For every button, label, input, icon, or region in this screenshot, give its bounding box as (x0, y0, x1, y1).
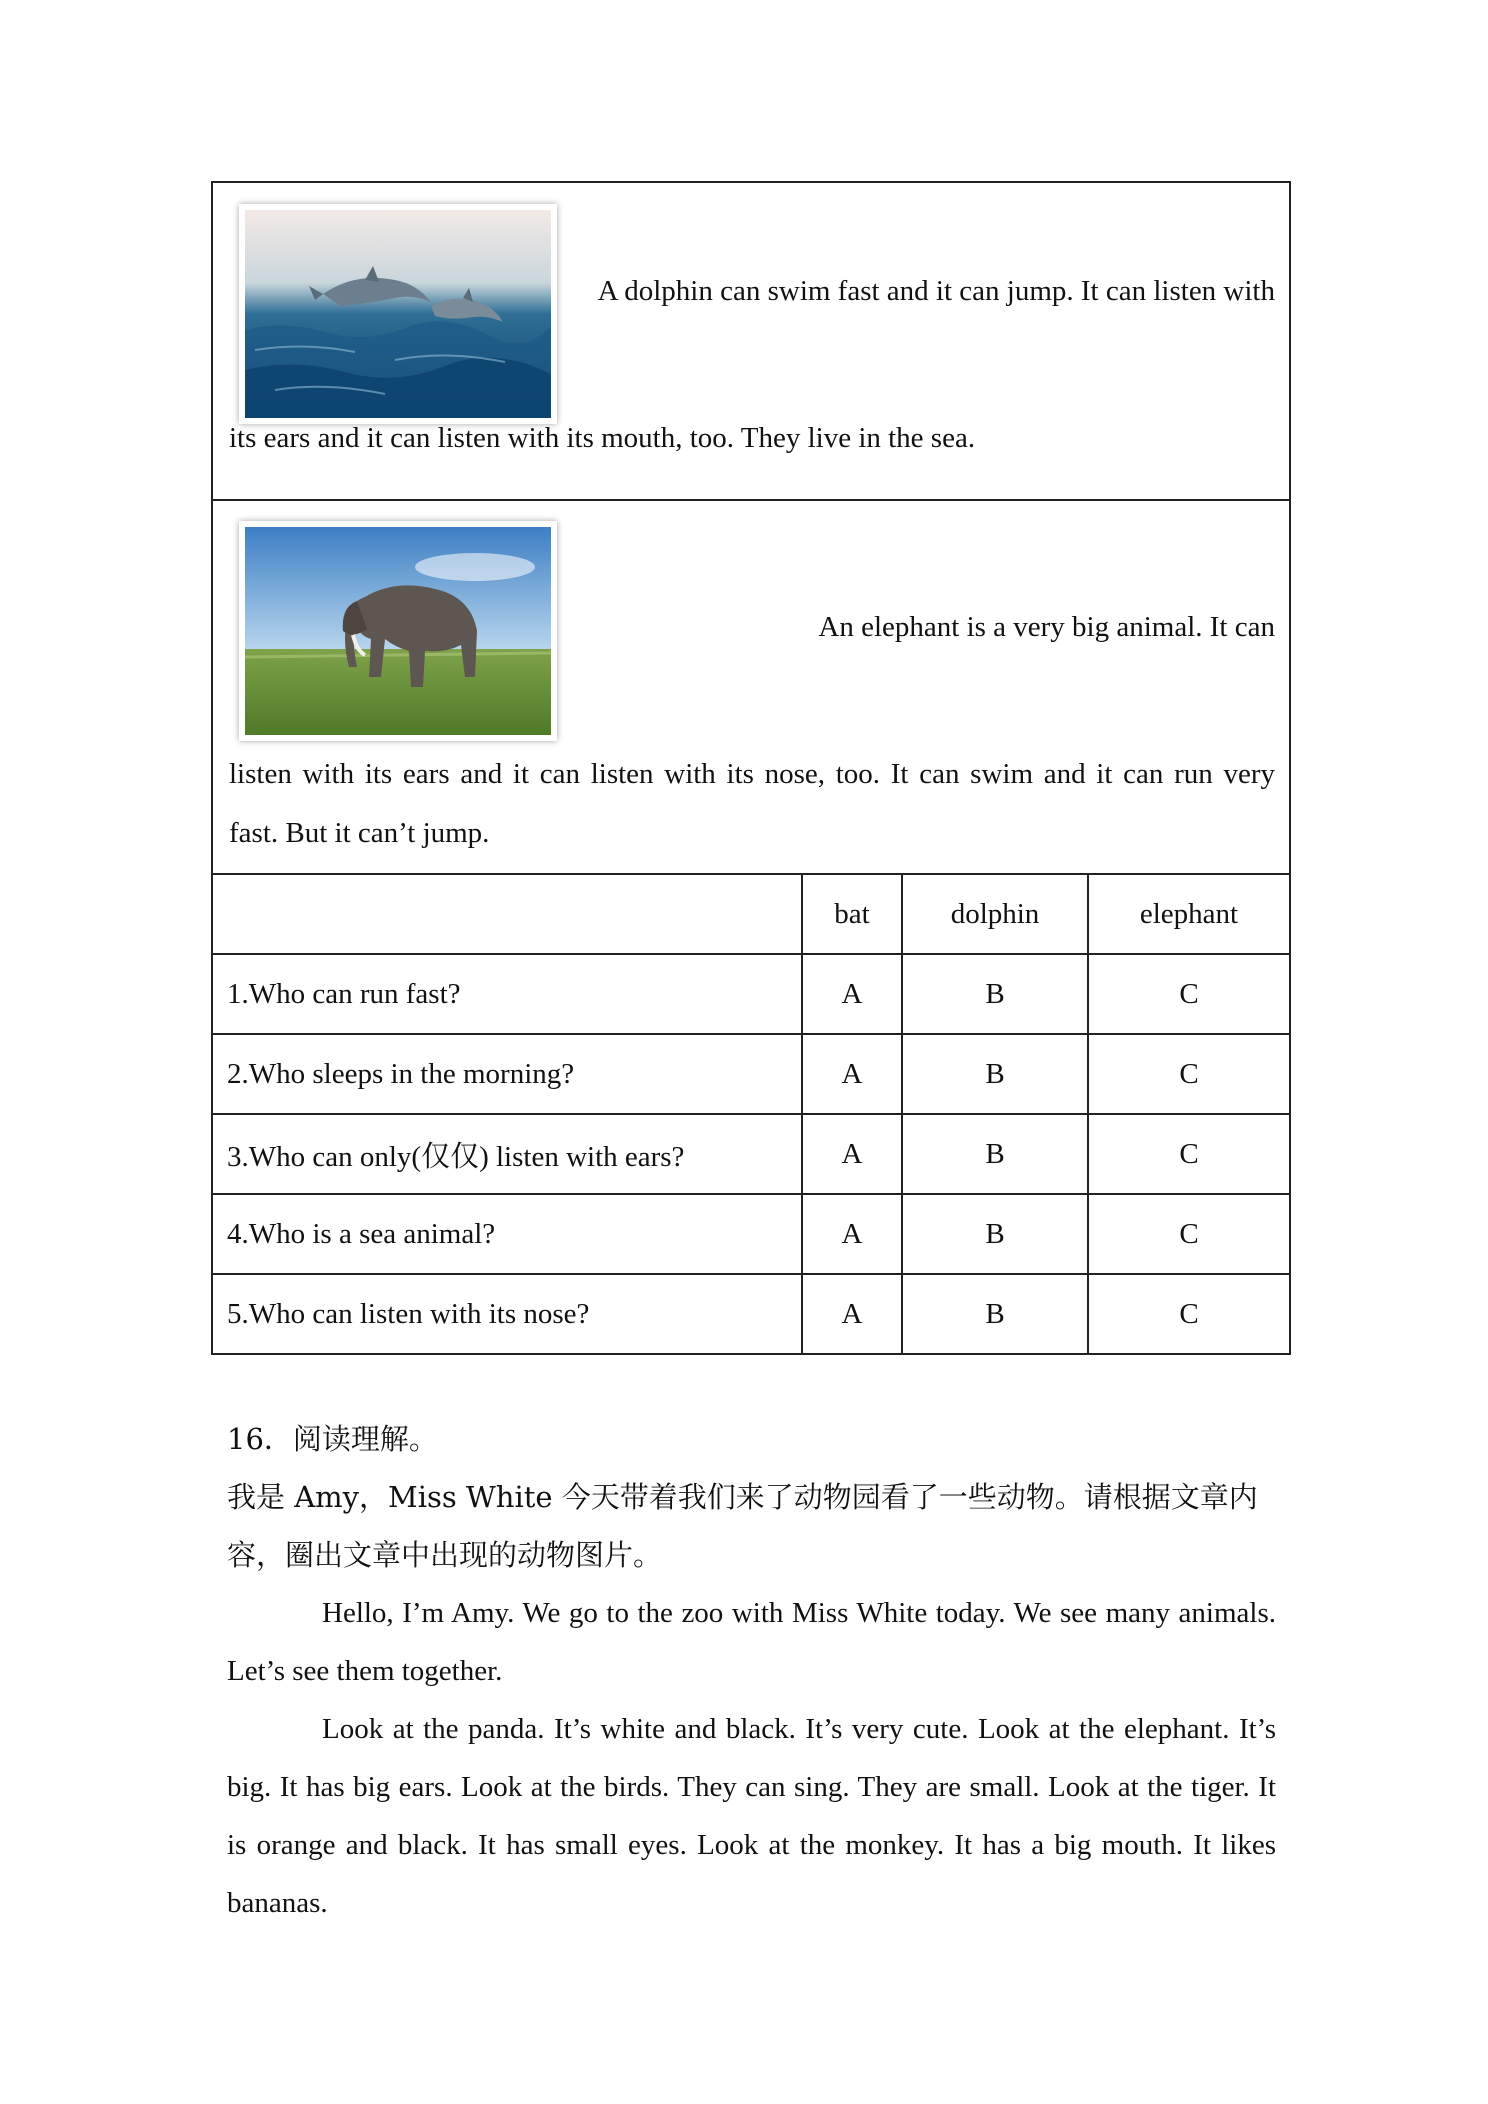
table-row (212, 1114, 1290, 1194)
option-b[interactable]: B (902, 1034, 1088, 1114)
option-a[interactable]: A (802, 954, 902, 1034)
table-row (212, 954, 1290, 1034)
option-c[interactable]: C (1088, 1274, 1290, 1354)
instruction-line2: 容，圈出文章中出现的动物图片。 (227, 1538, 663, 1572)
question-text: 5.Who can listen with its nose? (212, 1274, 802, 1354)
option-b[interactable]: B (902, 1274, 1088, 1354)
option-a[interactable]: A (802, 1274, 902, 1354)
elephant-photo-icon (239, 521, 557, 741)
option-c[interactable]: C (1088, 954, 1290, 1034)
option-c[interactable]: C (1088, 1114, 1290, 1194)
option-b[interactable]: B (902, 1194, 1088, 1274)
option-a[interactable]: A (802, 1034, 902, 1114)
elephant-description-row (212, 500, 1290, 874)
question-text: 3.Who can only(仅仅) listen with ears? (212, 1114, 802, 1194)
dolphin-text-line2: its ears and it can listen with its mouth, too. They live in the sea. (229, 422, 976, 454)
section-16 (227, 1410, 1276, 1932)
dolphin-text-line1: A dolphin can swim fast and it can jump. It can listen with (597, 275, 1275, 307)
option-c[interactable]: C (1088, 1194, 1290, 1274)
dolphin-description-row (212, 182, 1290, 500)
elephant-text-line3: fast. But it can’t jump. (229, 817, 490, 849)
elephant-text-line2: listen with its ears and it can listen with its nose, too. It can swim and it can run very (229, 758, 1275, 790)
option-a[interactable]: A (802, 1194, 902, 1274)
table-row (212, 1194, 1290, 1274)
elephant-text-line1: An elephant is a very big animal. It can (818, 611, 1275, 643)
table-row (212, 1034, 1290, 1114)
option-a[interactable]: A (802, 1114, 902, 1194)
story-paragraph-2: Look at the panda. It’s white and black. It’s very cute. Look at the elephant. It’s big. It has big ears. Look at the birds. They can sing. They are small. Look at the tiger. It is orange and black. It has small eyes. Look at the monkey. It has a big mouth. It likes bananas. (227, 1713, 1276, 1919)
table-header-row (212, 874, 1290, 954)
table-row (212, 1274, 1290, 1354)
reading-table (211, 181, 1291, 1355)
question-text: 2.Who sleeps in the morning? (212, 1034, 802, 1114)
header-elephant: elephant (1088, 874, 1290, 954)
instruction-line1: 我是 Amy，Miss White 今天带着我们来了动物园看了一些动物。请根据文章内 (227, 1480, 1258, 1514)
dolphin-photo-icon (239, 204, 557, 424)
header-dolphin: dolphin (902, 874, 1088, 954)
option-b[interactable]: B (902, 1114, 1088, 1194)
option-c[interactable]: C (1088, 1034, 1290, 1114)
story-paragraph-1: Hello, I’m Amy. We go to the zoo with Miss White today. We see many animals. Let’s see them together. (227, 1597, 1276, 1687)
question-text: 1.Who can run fast? (212, 954, 802, 1034)
question-text: 4.Who is a sea animal? (212, 1194, 802, 1274)
section-heading: 16．阅读理解。 (227, 1422, 438, 1456)
option-b[interactable]: B (902, 954, 1088, 1034)
header-blank (212, 874, 802, 954)
header-bat: bat (802, 874, 902, 954)
